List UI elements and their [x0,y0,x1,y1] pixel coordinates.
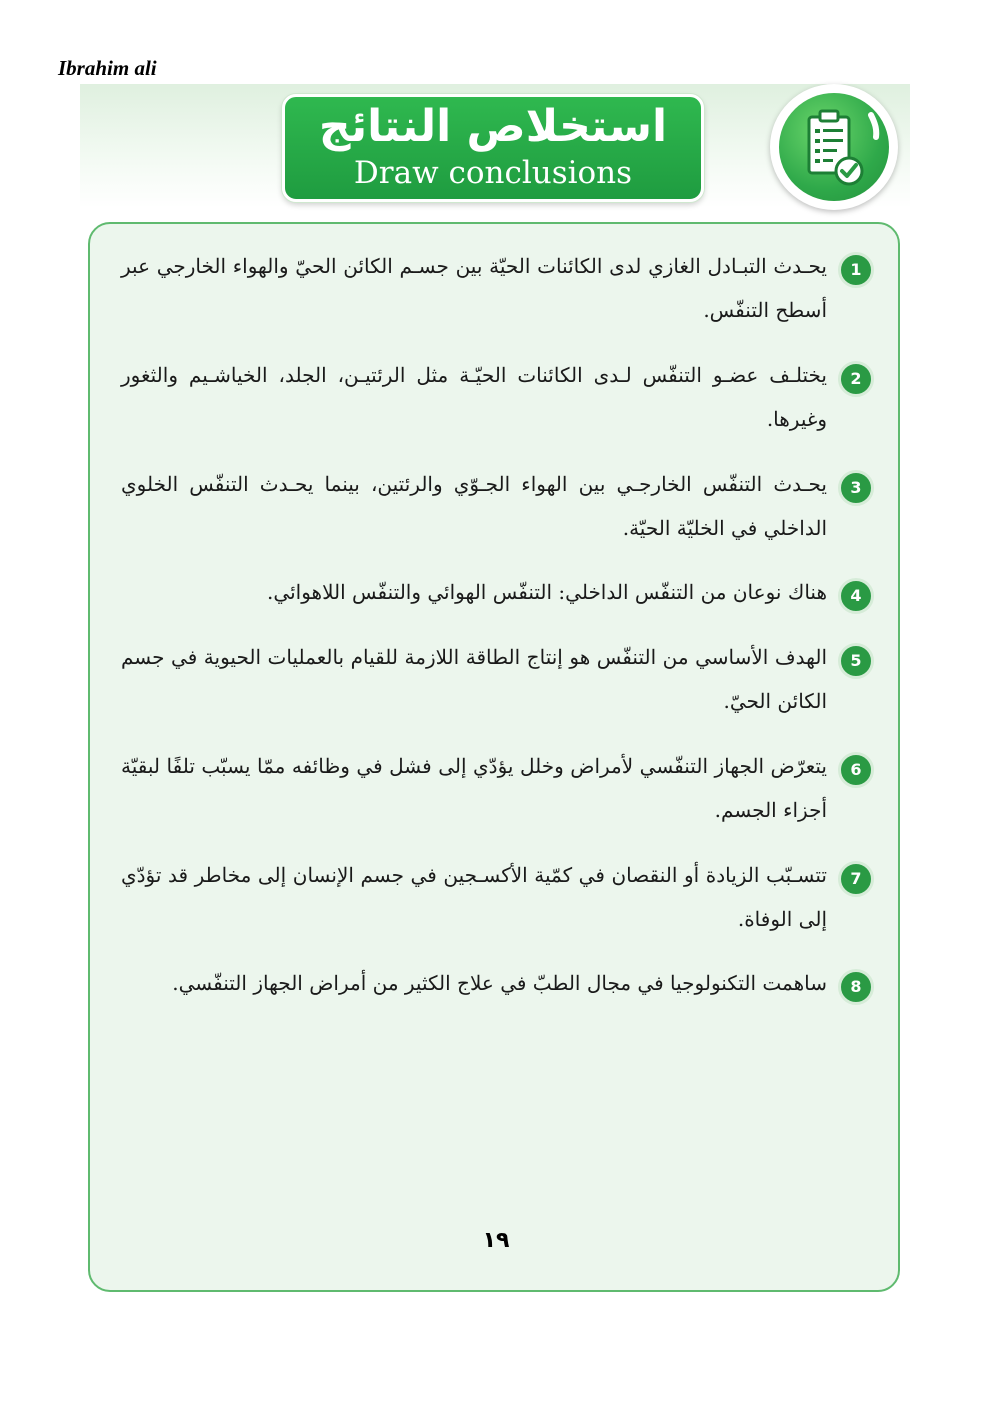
item-text: تتسـبّب الزيادة أو النقصان في كمّية الأكسـجين في جسم الإنسان إلى مخاطر قد تؤدّي إلى الوفاة. [121,863,827,931]
clipboard-check-icon [779,93,889,201]
item-text: يختلـف عضـو التنفّس لـدى الكائنات الحيّـة مثل الرئتيـن، الجلد، الخياشـيم والثغور وغيرها. [121,363,827,431]
section-title-english: Draw conclusions [353,155,633,191]
item-text: هناك نوعان من التنفّس الداخلي: التنفّس الهوائي والتنفّس اللاهوائي. [267,580,827,604]
section-title-box [282,94,704,202]
item-number-badge: 4 [838,578,874,614]
item-text: ساهمت التكنولوجيا في مجال الطبّ في علاج الكثير من أمراض الجهاز التنفّسي. [172,971,827,995]
section-badge [770,84,898,210]
item-number-badge: 7 [838,861,874,897]
page-number: ١٩ [482,1228,510,1253]
item-text: يتعرّض الجهاز التنفّسي لأمراض وخلل يؤدّي إلى فشل في وظائفه ممّا يسبّب تلفًا لبقيّة أجزاء الجسم. [121,754,827,822]
item-number-badge: 3 [838,470,874,506]
author-name: Ibrahim ali [58,56,157,80]
section-title-arabic: استخلاص النتائج [318,101,668,152]
item-number-badge: 8 [838,969,874,1005]
item-text: يحـدث التنفّس الخارجـي بين الهواء الجـوّي والرئتين، بينما يحـدث التنفّس الخلوي الداخلي في الخليّة الحيّة. [121,472,827,540]
item-number-badge: 6 [838,752,874,788]
item-number-badge: 2 [838,361,874,397]
item-text: الهدف الأساسي من التنفّس هو إنتاج الطاقة اللازمة للقيام بالعمليات الحيوية في جسم الكائن الحيّ. [121,645,827,713]
conclusions-box [88,222,900,1292]
item-number-badge: 5 [838,643,874,679]
item-number-badge: 1 [838,252,874,288]
item-text: يحـدث التبـادل الغازي لدى الكائنات الحيّة بين جسـم الكائن الحيّ والهواء الخارجي عبر أسطح التنفّس. [121,254,827,322]
